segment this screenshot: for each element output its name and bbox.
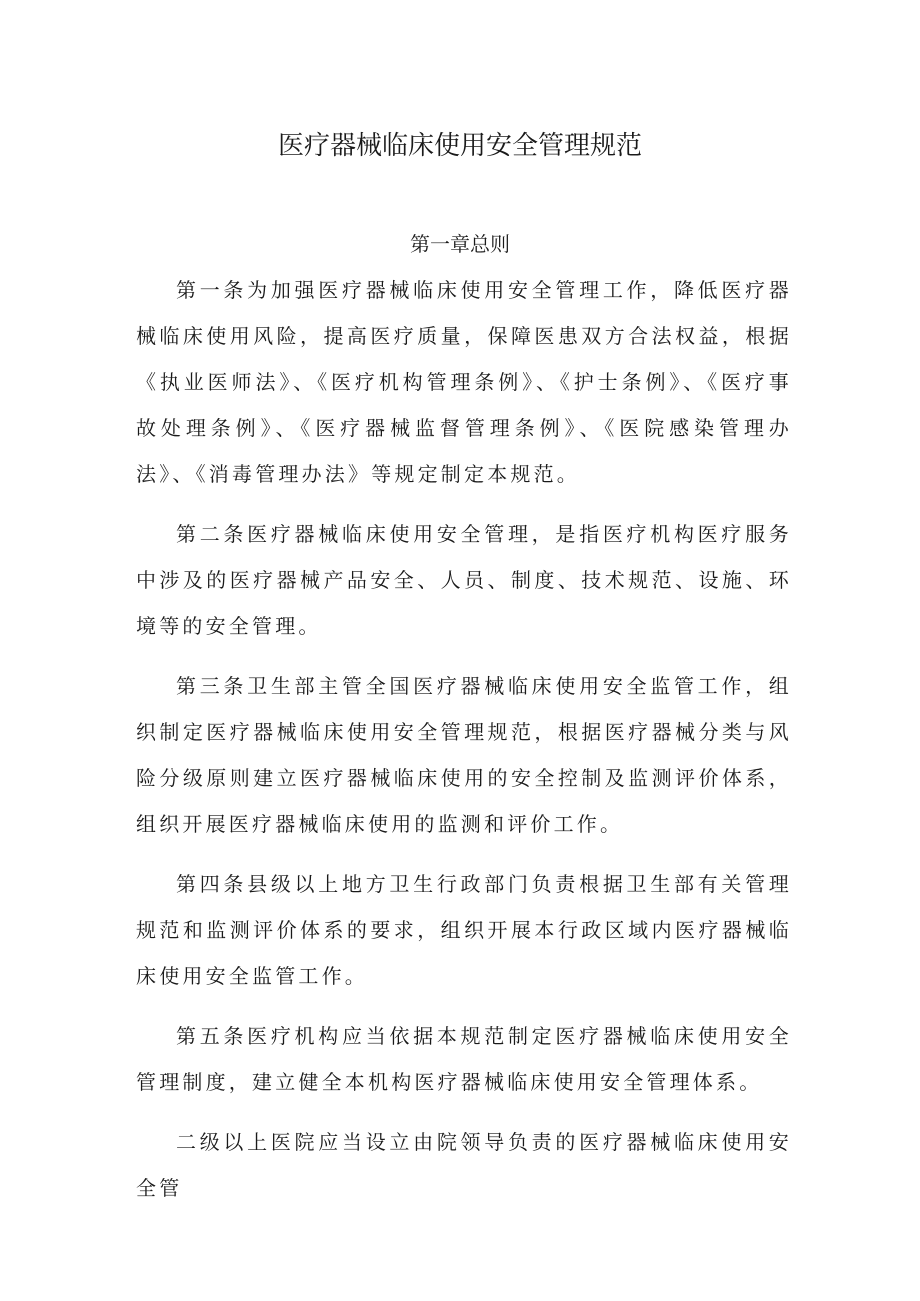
document-body (136, 267, 792, 1225)
paragraph-article-5: 第五条医疗机构应当依据本规范制定医疗器械临床使用安全管理制度，建立健全本机构医疗器械临床使用安全管理体系。 (136, 1024, 792, 1094)
paragraph-article-2: 第二条医疗器械临床使用安全管理，是指医疗机构医疗服务中涉及的医疗器械产品安全、人员、制度、技术规范、设施、环境等的安全管理。 (136, 522, 792, 638)
document-title: 医疗器械临床使用安全管理规范 (277, 131, 642, 161)
paragraph-article-5-cont: 二级以上医院应当设立由院领导负责的医疗器械临床使用安全管 (136, 1130, 792, 1200)
paragraph-article-3: 第三条卫生部主管全国医疗器械临床使用安全监管工作，组织制定医疗器械临床使用安全管理规范，根据医疗器械分类与风险分级原则建立医疗器械临床使用的安全控制及监测评价体系，组织开展医疗器械临床使用的监测和评价工作。 (136, 674, 792, 836)
chapter-heading: 第一章总则 (410, 232, 510, 256)
paragraph-article-1: 第一条为加强医疗器械临床使用安全管理工作，降低医疗器械临床使用风险，提高医疗质量，保障医患双方合法权益，根据《执业医师法》、《医疗机构管理条例》、《护士条例》、《医疗事故处理条例》、《医疗器械监督管理条例》、《医院感染管理办法》、《消毒管理办法》等规定制定本规范。 (136, 278, 792, 486)
paragraph-article-4: 第四条县级以上地方卫生行政部门负责根据卫生部有关管理规范和监测评价体系的要求，组织开展本行政区域内医疗器械临床使用安全监管工作。 (136, 872, 792, 988)
